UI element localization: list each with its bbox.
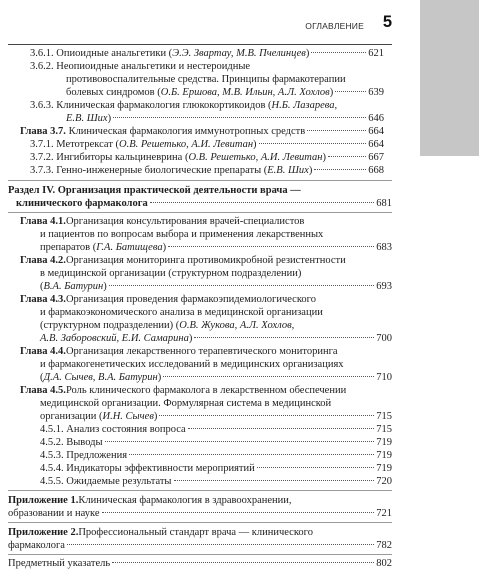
leader-dots (311, 52, 366, 53)
toc-entry-4-5-2[interactable] (40, 436, 392, 449)
toc-entry-title: 3.7.2. Ингибиторы кальциневрина (О.В. Решетько, А.И. Левитан) (30, 152, 326, 163)
toc-entry-section-iv[interactable]: Раздел IV. Организация практической деятельности врача — клинического фармаколога 681 (8, 185, 392, 209)
leader-dots (150, 202, 375, 203)
toc-page-number: 664 (368, 139, 384, 150)
toc-page-number: 646 (368, 113, 384, 124)
section-divider (8, 554, 392, 555)
leader-dots (194, 337, 374, 338)
toc-page-number: 719 (376, 463, 392, 474)
leader-dots (109, 285, 375, 286)
toc-page-number: 664 (368, 126, 384, 137)
toc-page-number: 710 (376, 372, 392, 383)
toc-entry-title: болевых синдромов (О.Б. Ершова, М.В. Ильин, А.Л. Хохлов) (66, 87, 334, 98)
toc-entry-chapter-3-7[interactable] (20, 125, 384, 138)
toc-entry-chapter-4-1[interactable]: Глава 4.1. Организация консультирования врачей-специалистов и пациентов по вопросам выбора и применения лекарственных препаратов (Г.А. Батищева) 683 (20, 216, 392, 253)
section-divider (8, 180, 392, 181)
toc-page-number: 782 (376, 540, 392, 551)
toc-entry-title: 4.5.1. Анализ состояния вопроса (40, 424, 186, 435)
toc-page-number: 683 (376, 242, 392, 253)
leader-dots (307, 130, 366, 131)
toc-entry-chapter-4-2[interactable]: Глава 4.2. Организация мониторинга противомикробной резистентности в медицинской организации (структурном подразделении) (В.А. Батурин) 693 (20, 255, 392, 292)
section-divider (8, 490, 392, 491)
toc-entry-appendix-2[interactable]: Приложение 2. Профессиональный стандарт врача — клинического фармаколога 782 (8, 527, 392, 551)
toc-page-number: 721 (376, 508, 392, 519)
leader-dots (159, 415, 374, 416)
leader-dots (174, 480, 375, 481)
toc-entry-title: 4.5.4. Индикаторы эффективности мероприятий (40, 463, 255, 474)
toc-entry-title: организации (И.Н. Сычев) (40, 411, 158, 422)
toc-page-number: 667 (368, 152, 384, 163)
toc-entry-title: 3.7.1. Метотрексат (О.В. Решетько, А.И. Левитан) (30, 139, 257, 150)
toc-entry-title: 4.5.2. Выводы (40, 437, 103, 448)
leader-dots (102, 512, 375, 513)
leader-dots (314, 169, 366, 170)
toc-page-number: 621 (368, 48, 384, 59)
toc-page-number: 715 (376, 424, 392, 435)
leader-dots (168, 246, 374, 247)
toc-entry-3-6-1[interactable] (30, 47, 384, 60)
toc-entry-title: образовании и науке (8, 508, 100, 519)
leader-dots (259, 143, 367, 144)
leader-dots (328, 156, 366, 157)
leader-dots (113, 117, 366, 118)
toc-page-number: 668 (368, 165, 384, 176)
leader-dots (335, 91, 366, 92)
toc-entry-title: Глава 3.7. Клиническая фармакология иммунотропных средств (20, 126, 306, 137)
toc-entry-3-7-3[interactable] (30, 164, 384, 177)
section-divider (8, 212, 392, 213)
toc-entry-3-6-2[interactable]: 3.6.2. Неопиоидные анальгетики и нестероидные противовоспалительные средства. Принципы фармакотерапии болевых синдромов (О.Б. Ершова, М.В. Ильин, А.Л. Хохлов) 639 (30, 61, 384, 98)
toc-entry-3-6-3[interactable]: 3.6.3. Клиническая фармакология глюкокортикоидов ( Н.Б. Лазарева, Е.В. Ших) 646 (30, 100, 384, 124)
leader-dots (112, 562, 374, 563)
toc-entry-title: (В.А. Батурин) (40, 281, 107, 292)
toc-entry-subject-index[interactable] (8, 557, 392, 570)
toc-page-number: 715 (376, 411, 392, 422)
toc-entry-4-5-4[interactable] (40, 462, 392, 475)
header-rule (8, 44, 392, 45)
running-header (0, 12, 392, 44)
leader-dots (257, 467, 375, 468)
toc-entry-title: А.В. Заборовский, Е.И. Самарина) (40, 333, 193, 344)
toc-entry-4-5-5[interactable] (40, 475, 392, 488)
leader-dots (188, 428, 375, 429)
leader-dots (105, 441, 375, 442)
toc-entry-4-5-1[interactable] (40, 423, 392, 436)
toc-entry-3-7-1[interactable] (30, 138, 384, 151)
toc-entry-title: препаратов (Г.А. Батищева) (40, 242, 167, 253)
page-edge-tab (420, 0, 479, 156)
toc-page-number: 681 (376, 198, 392, 209)
toc-page-number: 720 (376, 476, 392, 487)
toc-entry-title: Е.В. Ших) (66, 113, 112, 124)
toc-page-number: 639 (368, 87, 384, 98)
toc-page-number: 693 (376, 281, 392, 292)
header-section-title: ОГЛАВЛЕНИЕ (305, 21, 364, 31)
toc-entry-title: 3.7.3. Генно-инженерные биологические препараты (Е.В. Ших) (30, 165, 313, 176)
toc-entry-title: 3.6.1. Опиоидные анальгетики (Э.Э. Звартау, М.В. Пчелинцев) (30, 48, 310, 59)
leader-dots (67, 544, 374, 545)
toc-entry-title: Предметный указатель (8, 558, 111, 569)
toc-page-number: 719 (376, 437, 392, 448)
section-divider (8, 522, 392, 523)
toc-entry-4-5-3[interactable] (40, 449, 392, 462)
leader-dots (163, 376, 374, 377)
toc-entry-title: (Д.А. Сычев, В.А. Батурин) (40, 372, 162, 383)
toc-entry-title: фармаколога (8, 540, 65, 551)
toc-entry-appendix-1[interactable]: Приложение 1. Клиническая фармакология в здравоохранении, образовании и науке 721 (8, 495, 392, 519)
toc-entry-chapter-4-4[interactable]: Глава 4.4. Организация лекарственного терапевтического мониторинга и фармакогенетических исследований в медицинских организациях (Д.А. Сычев, В.А. Батурин) 710 (20, 346, 392, 383)
toc-entry-title: 4.5.3. Предложения (40, 450, 128, 461)
toc-entry-3-7-2[interactable] (30, 151, 384, 164)
header-page-number: 5 (382, 13, 392, 31)
toc-entry-chapter-4-5[interactable]: Глава 4.5. Роль клинического фармаколога в лекарственном обеспечении медицинской организации. Формулярная система в медицинской организации (И.Н. Сычев) 715 (20, 385, 392, 422)
toc-entry-title: клинического фармаколога (16, 198, 148, 209)
toc-entry-chapter-4-3[interactable]: Глава 4.3. Организация проведения фармакоэпидемиологического и фармакоэкономического анализа в медицинской организации (структурном подразделении) ( О.В. Жукова, А.Л. Хохлов, А.В. Заборовский, Е.И. Самарина) 700 (20, 294, 392, 344)
toc-entry-title: 4.5.5. Ожидаемые результаты (40, 476, 172, 487)
toc-page-number: 700 (376, 333, 392, 344)
toc-page-number: 719 (376, 450, 392, 461)
toc-page-number: 802 (376, 558, 392, 569)
leader-dots (129, 454, 374, 455)
